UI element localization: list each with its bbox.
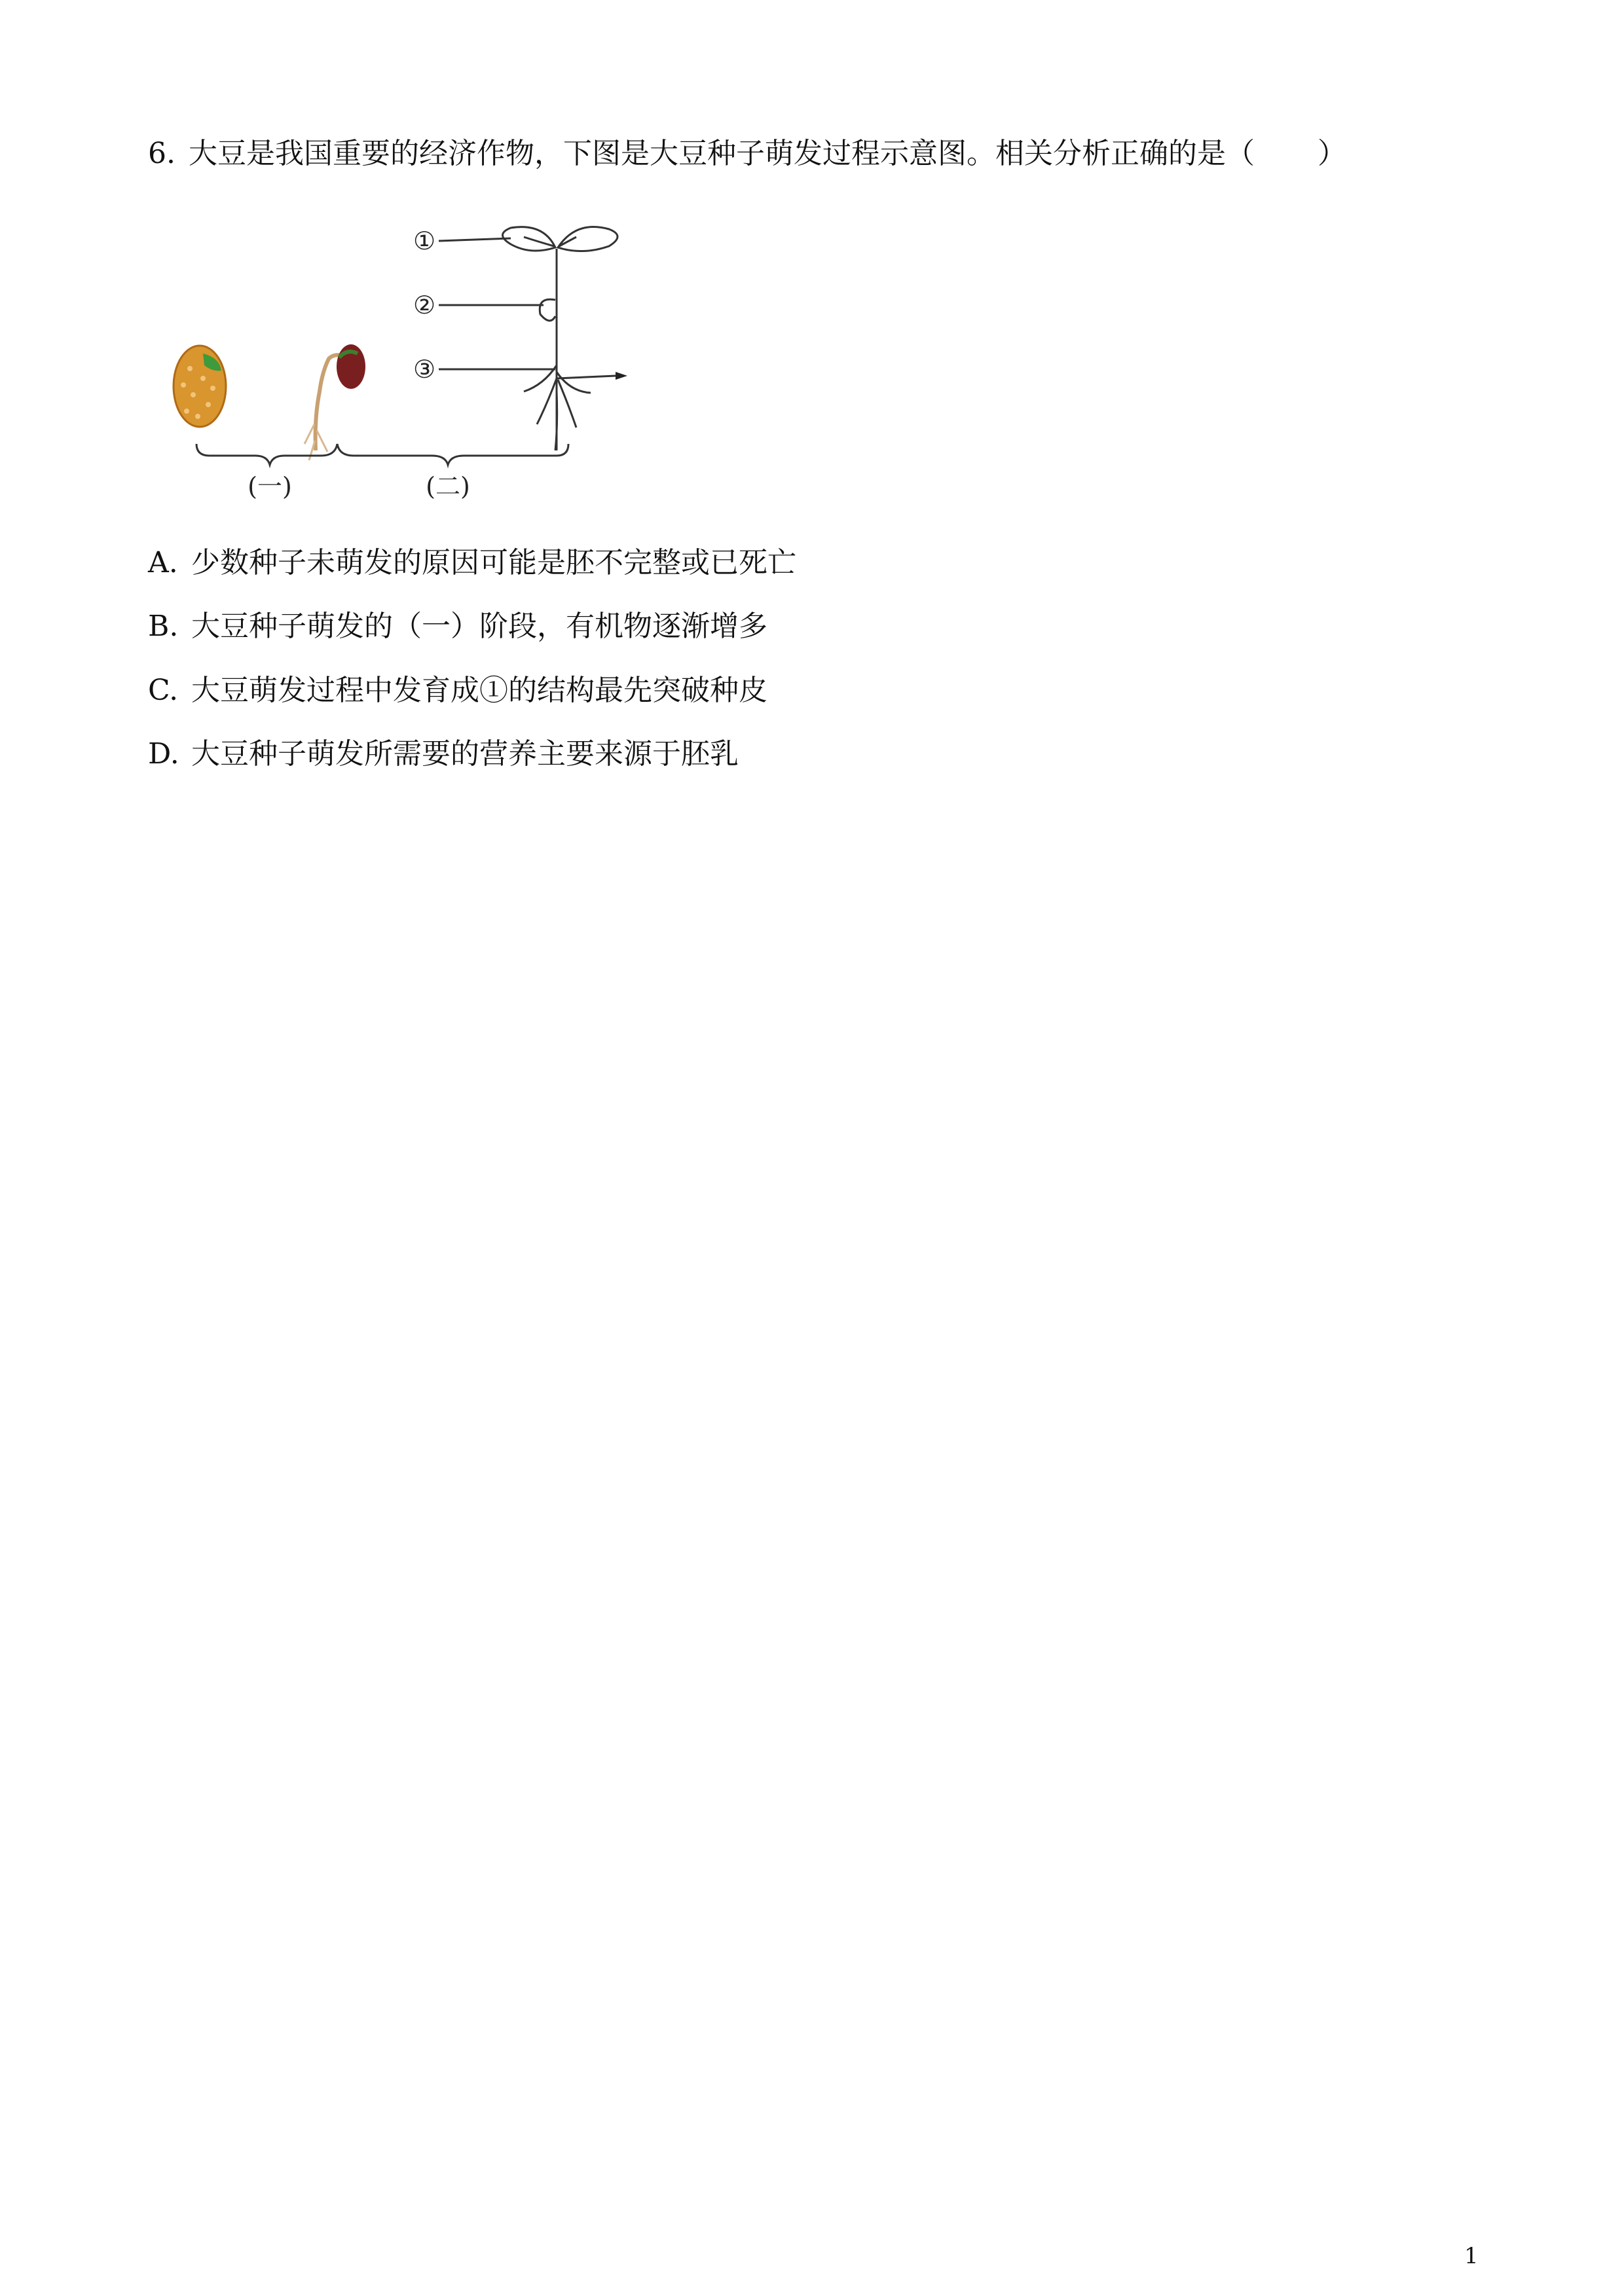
sprouting-seed-illustration [304, 344, 365, 460]
label-2-marker [413, 291, 544, 319]
page-number: 1 [1464, 2243, 1479, 2269]
germination-diagram [157, 208, 668, 503]
label-3-marker [413, 355, 555, 384]
option-d-text: 大豆种子萌发所需要的营养主要来源于胚乳 [191, 737, 739, 771]
arrow-head-icon [616, 372, 627, 380]
question-stem [148, 134, 1346, 173]
option-d-letter: D. [148, 737, 179, 771]
option-a-text: 少数种子未萌发的原因可能是胚不完整或已死亡 [191, 546, 796, 579]
stage-1-label: (一) [248, 472, 292, 501]
option-c-letter: C. [148, 674, 179, 707]
option-a[interactable] [148, 543, 796, 583]
soybean-seed-illustration [174, 346, 226, 427]
option-b[interactable] [148, 607, 767, 646]
option-b-letter: B. [148, 610, 179, 643]
question-text: 大豆是我国重要的经济作物，下图是大豆种子萌发过程示意图。相关分析正确的是（ [188, 137, 1255, 170]
option-c[interactable] [148, 671, 767, 710]
option-a-letter: A. [148, 546, 178, 579]
option-c-text: 大豆萌发过程中发育成①的结构最先突破种皮 [191, 674, 767, 707]
stage-2-brace [337, 444, 568, 465]
germination-diagram-svg [157, 208, 668, 503]
seedling-illustration [503, 227, 618, 451]
label-1-marker [413, 227, 511, 255]
label-1-text: ① [413, 227, 436, 255]
question-close-paren: ） [1317, 137, 1346, 170]
stage-2-label: (二) [426, 472, 470, 501]
label-2-text: ② [413, 291, 436, 319]
option-d[interactable] [148, 735, 739, 774]
label-3-text: ③ [413, 355, 436, 384]
question-number: 6. [148, 137, 175, 170]
option-b-text: 大豆种子萌发的（一）阶段，有机物逐渐增多 [191, 610, 767, 643]
